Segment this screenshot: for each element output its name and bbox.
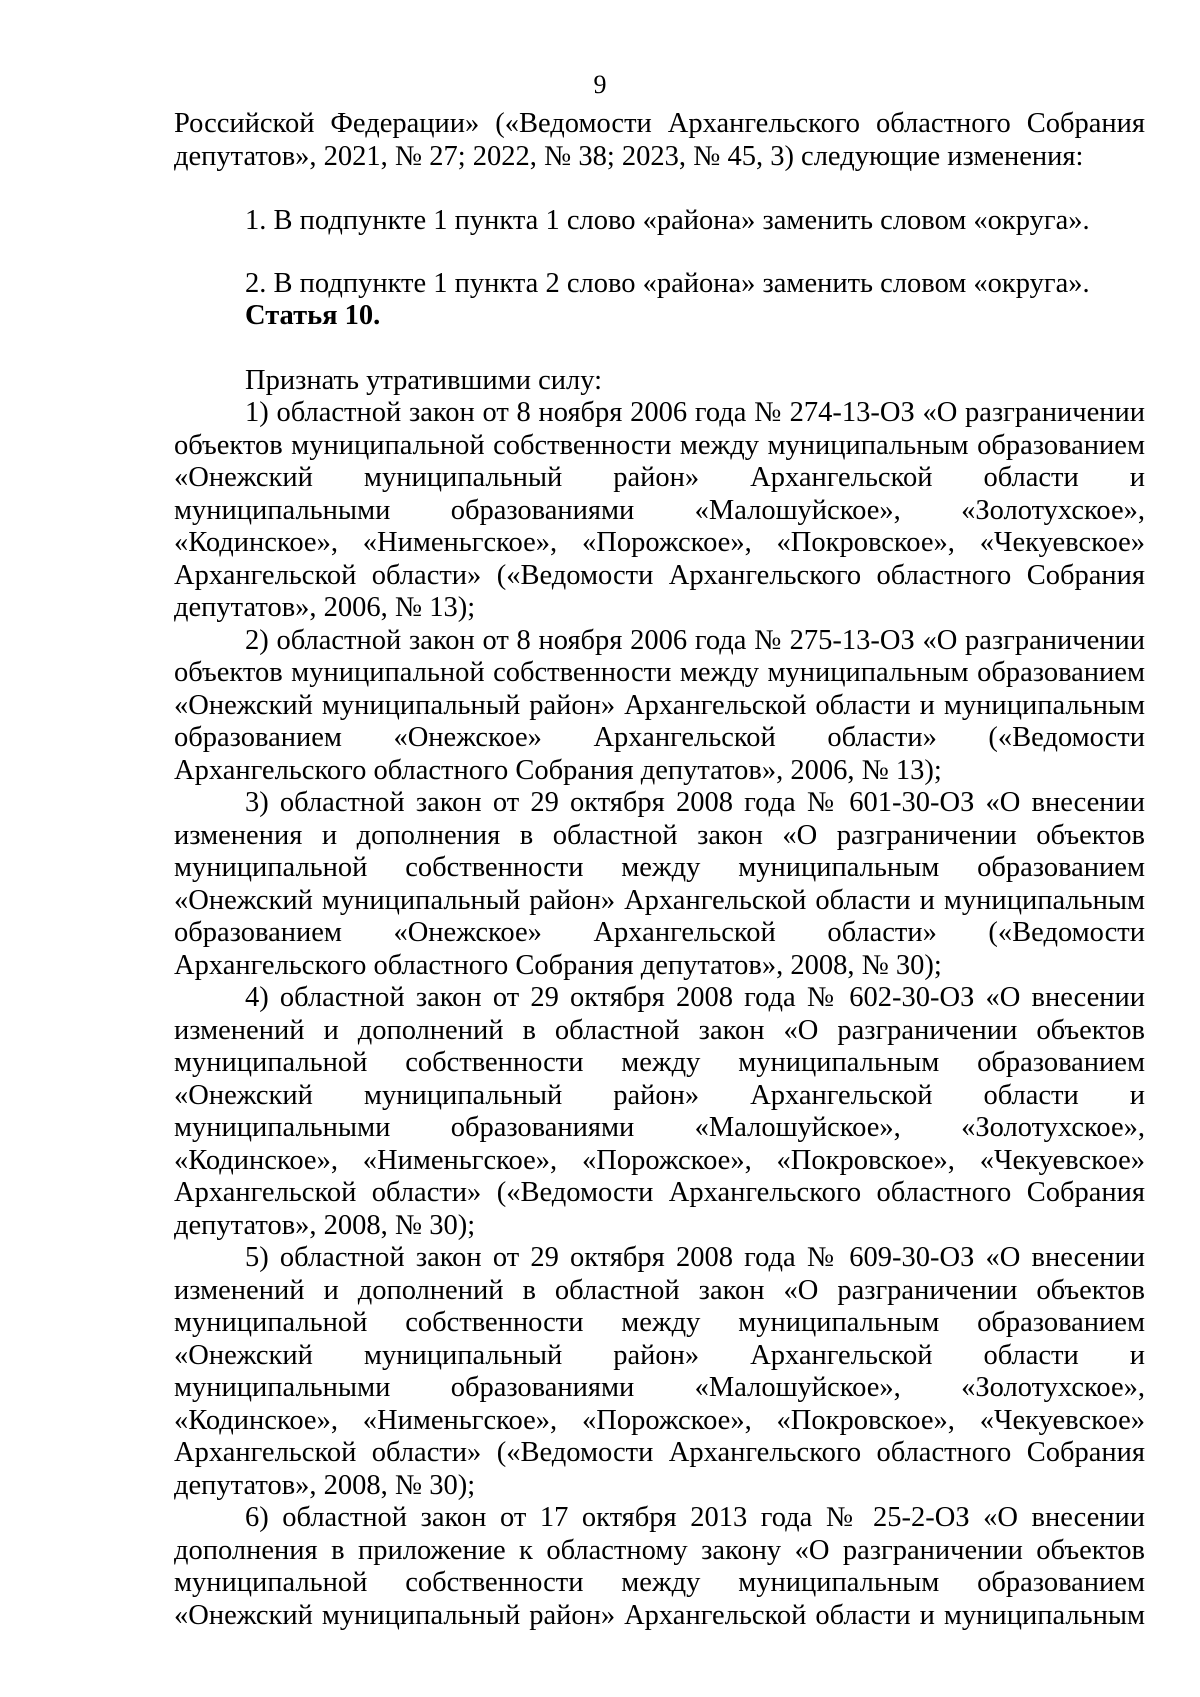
repealed-law-2: 2) областной закон от 8 ноября 2006 года № 275-13-ОЗ «О разграничении объектов муниципальной собственности между муниципальным образованием «Онежский муниципальный район» Архангельской области и муниципальным образованием «Онежское» Архангельской области» («Ведомости Архангельского областного Собрания депутатов», 2006, № 13); xyxy=(174,624,1145,786)
repealed-law-1: 1) областной закон от 8 ноября 2006 года № 274-13-ОЗ «О разграничении объектов муниципальной собственности между муниципальным образованием «Онежский муниципальный район» Архангельской области и муниципальными образованиями «Малошуйское», «Золотухское», «Кодинское», «Нименьгское», «Порожское», «Покровское», «Чекуевское» Архангельской области» («Ведомости Архангельского областного Собрания депутатов», 2006, № 13); xyxy=(174,397,1145,623)
repealed-law-4: 4) областной закон от 29 октября 2008 года № 602-30-ОЗ «О внесении изменений и дополнений в областной закон «О разграничении объектов муниципальной собственности между муниципальным образованием «Онежский муниципальный район» Архангельской области и муниципальными образованиями «Малошуйское», «Золотухское», «Кодинское», «Нименьгское», «Порожское», «Покровское», «Чекуевское» Архангельской области» («Ведомости Архангельского областного Собрания депутатов», 2008, № 30); xyxy=(174,982,1145,1241)
amendment-item-1: 1. В подпункте 1 пункта 1 слово «района» заменить словом «округа». xyxy=(245,205,1090,236)
repealed-law-3: 3) областной закон от 29 октября 2008 года № 601-30-ОЗ «О внесении изменения и дополнения в областной закон «О разграничении объектов муниципальной собственности между муниципальным образованием «Онежский муниципальный район» Архангельской области и муниципальным образованием «Онежское» Архангельской области» («Ведомости Архангельского областного Собрания депутатов», 2008, № 30); xyxy=(174,787,1145,981)
repealed-law-5: 5) областной закон от 29 октября 2008 года № 609-30-ОЗ «О внесении изменений и дополнений в областной закон «О разграничении объектов муниципальной собственности между муниципальным образованием «Онежский муниципальный район» Архангельской области и муниципальными образованиями «Малошуйское», «Золотухское», «Кодинское», «Нименьгское», «Порожское», «Покровское», «Чекуевское» Архангельской области» («Ведомости Архангельского областного Собрания депутатов», 2008, № 30); xyxy=(174,1242,1145,1501)
article-title: Статья 10. xyxy=(245,300,381,331)
page-number: 9 xyxy=(593,70,607,99)
repealed-law-6: 6) областной закон от 17 октября 2013 года № 25-2-ОЗ «О внесении дополнения в приложение к областному закону «О разграничении объектов муниципальной собственности между муниципальным образованием «Онежский муниципальный район» Архангельской области и муниципальным xyxy=(174,1502,1145,1631)
amendment-item-2: 2. В подпункте 1 пункта 2 слово «района» заменить словом «округа». xyxy=(245,267,1090,299)
intro-paragraph: Российской Федерации» («Ведомости Архангельского областного Собрания депутатов», 2021, № 27; 2022, № 38; 2023, № 45, 3) следующие изменения: xyxy=(174,108,1145,172)
document-body xyxy=(174,108,1145,1632)
repeal-intro: Признать утратившими силу: xyxy=(245,364,602,396)
